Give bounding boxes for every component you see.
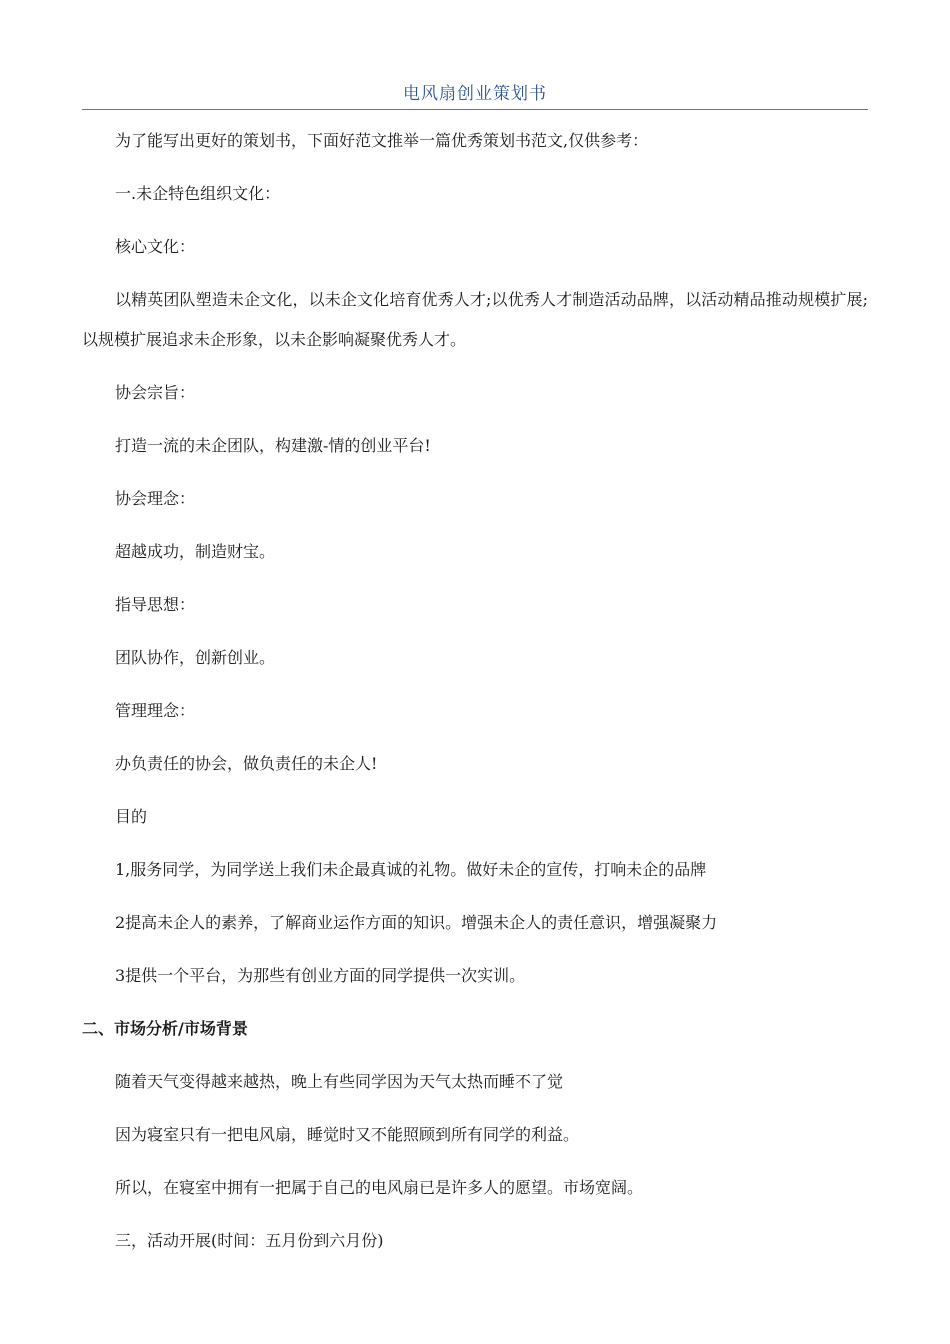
paragraph-market-1: 随着天气变得越来越热，晚上有些同学因为天气太热而睡不了觉: [115, 1072, 564, 1091]
paragraph-management-label: 管理理念：: [115, 701, 196, 720]
paragraph-purpose: 打造一流的未企团队，构建激-情的创业平台!: [115, 436, 431, 455]
page-header: [82, 80, 868, 110]
paragraph-goal-1: 1,服务同学，为同学送上我们未企最真诚的礼物。做好未企的宣传，打响未企的品牌: [115, 860, 707, 879]
document-body: [82, 121, 868, 1274]
paragraph-management: 办负责任的协会，做负责任的未企人!: [115, 754, 378, 773]
paragraph-guideline-label: 指导思想：: [115, 595, 196, 614]
paragraph-goal-3: 3提供一个平台，为那些有创业方面的同学提供一次实训。: [115, 966, 526, 985]
paragraph-philosophy: 超越成功，制造财宝。: [115, 542, 276, 561]
paragraph-intro: 为了能写出更好的策划书，下面好范文推举一篇优秀策划书范文,仅供参考：: [115, 131, 649, 150]
section-heading-market: 二、市场分析/市场背景: [82, 1019, 248, 1038]
paragraph-goal-2: 2提高未企人的素养，了解商业运作方面的知识。增强未企人的责任意识，增强凝聚力: [115, 913, 718, 932]
paragraph-market-2: 因为寝室只有一把电风扇，睡觉时又不能照顾到所有同学的利益。: [115, 1125, 580, 1144]
paragraph-section-1-title: 一.未企特色组织文化：: [115, 184, 281, 203]
paragraph-market-3: 所以，在寝室中拥有一把属于自己的电风扇已是许多人的愿望。市场宽阔。: [115, 1178, 644, 1197]
paragraph-goal-label: 目的: [115, 807, 148, 826]
paragraph-purpose-label: 协会宗旨：: [115, 383, 196, 402]
paragraph-guideline: 团队协作，创新创业。: [115, 648, 276, 667]
paragraph-philosophy-label: 协会理念：: [115, 489, 196, 508]
document-title: 电风扇创业策划书: [403, 84, 547, 104]
paragraph-core-culture-label: 核心文化：: [115, 237, 196, 256]
paragraph-core-culture: 以精英团队塑造未企文化，以未企文化培育优秀人才;以优秀人才制造活动品牌，以活动精品推动规模扩展;以规模扩展追求未企形象，以未企影响凝聚优秀人才。: [82, 290, 868, 349]
paragraph-section-3-title: 三，活动开展(时间：五月份到六月份): [115, 1231, 384, 1250]
